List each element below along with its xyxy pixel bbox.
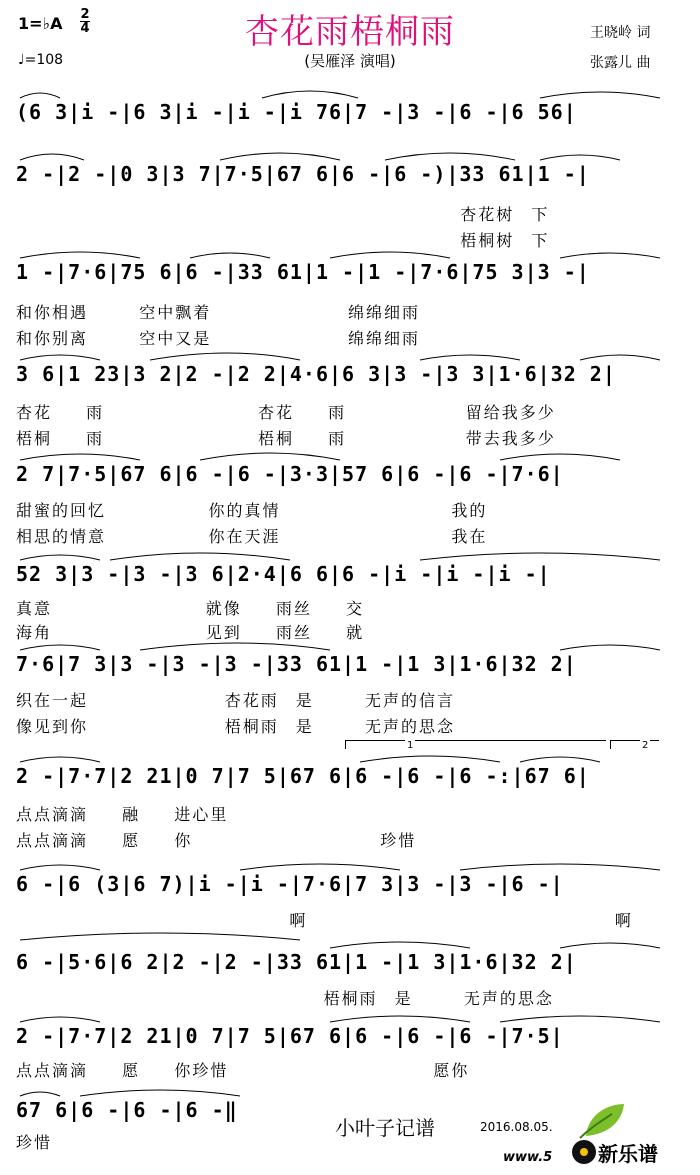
performer-credit: (吴雁泽 演唱) <box>304 52 396 70</box>
lyric-verse-2: 和你别离 空中又是 绵绵细雨 <box>16 329 420 348</box>
lyric-verse-1: 真意 就像 雨丝 交 <box>16 599 365 618</box>
notation-line: 52 3|3 -|3 -|3 6|2·4|6 6|6 -|i -|i -|i -| <box>16 562 551 586</box>
notation-line: 2 7|7·5|67 6|6 -|6 -|3·3|57 6|6 -|6 -|7·6| <box>16 462 564 486</box>
site-watermark: www.5 <box>503 1150 553 1165</box>
music-disc-icon <box>572 1140 596 1164</box>
composer-credit: 张露儿 曲 <box>590 55 651 71</box>
notation-line: (6 3|i -|6 3|i -|i -|i 76|7 -|3 -|6 -|6 56| <box>16 100 577 124</box>
notation-line: 6 -|5·6|6 2|2 -|2 -|33 61|1 -|1 3|1·6|32 2| <box>16 950 577 974</box>
notation-line: 2 -|7·7|2 21|0 7|7 5|67 6|6 -|6 -|6 -|7·5| <box>16 1024 564 1048</box>
lyric-verse-2: 梧桐树 下 <box>16 231 550 250</box>
first-ending-number: 1 <box>407 740 414 751</box>
tempo-mark: ♩=108 <box>18 52 64 68</box>
song-title: 杏花雨梧桐雨 <box>245 12 455 52</box>
second-ending-number: 2 <box>642 740 649 751</box>
leaf-icon <box>578 1100 628 1140</box>
lyric-verse-2: 像见到你 梧桐雨 是 无声的思念 <box>16 717 456 736</box>
transcription-date: 2016.08.05. <box>480 1120 553 1134</box>
notation-line: 6 -|6 (3|6 7)|i -|i -|7·6|7 3|3 -|3 -|6 -| <box>16 872 564 896</box>
transcriber-signature: 小叶子记谱 <box>335 1116 435 1140</box>
lyric-line: 点点滴滴 愿 你珍惜 愿你 <box>16 1061 470 1080</box>
lyric-line: 珍惜 <box>16 1133 53 1152</box>
lyric-line: 啊 啊 <box>16 911 633 930</box>
lyric-verse-1: 和你相遇 空中飘着 绵绵细雨 <box>16 303 420 322</box>
lyric-line: 梧桐雨 是 无声的思念 <box>16 989 554 1008</box>
lyric-verse-1: 织在一起 杏花雨 是 无声的信言 <box>16 691 456 710</box>
notation-line: 1 -|7·6|75 6|6 -|33 61|1 -|1 -|7·6|75 3|3 -| <box>16 260 590 284</box>
lyric-verse-2: 海角 见到 雨丝 就 <box>16 623 365 642</box>
notation-line: 3 6|1 23|3 2|2 -|2 2|4·6|6 3|3 -|3 3|1·6|32 2| <box>16 362 616 386</box>
notation-line: 7·6|7 3|3 -|3 -|3 -|33 61|1 -|1 3|1·6|32 2| <box>16 652 577 676</box>
notation-line: 67 6|6 -|6 -|6 -‖ <box>16 1098 238 1122</box>
lyric-verse-1: 杏花树 下 <box>16 205 550 224</box>
lyricist-credit: 王晓岭 词 <box>590 25 651 41</box>
notation-line: 2 -|2 -|0 3|3 7|7·5|67 6|6 -|6 -)|33 61|1 -| <box>16 162 590 186</box>
notation-line: 2 -|7·7|2 21|0 7|7 5|67 6|6 -|6 -|6 -:|67 6| <box>16 764 590 788</box>
lyric-verse-1: 甜蜜的回忆 你的真情 我的 <box>16 501 488 520</box>
lyric-verse-2: 相思的情意 你在天涯 我在 <box>16 527 488 546</box>
lyric-verse-2: 点点滴滴 愿 你 珍惜 <box>16 831 417 850</box>
lyric-verse-1: 杏花 雨 杏花 雨 留给我多少 <box>16 403 556 422</box>
key-signature: 1=♭A <box>18 14 63 33</box>
time-signature: 2 4 <box>80 7 90 36</box>
site-logo-text: 新乐谱 <box>598 1142 658 1166</box>
lyric-verse-2: 梧桐 雨 梧桐 雨 带去我多少 <box>16 429 556 448</box>
lyric-verse-1: 点点滴滴 融 进心里 <box>16 805 229 824</box>
